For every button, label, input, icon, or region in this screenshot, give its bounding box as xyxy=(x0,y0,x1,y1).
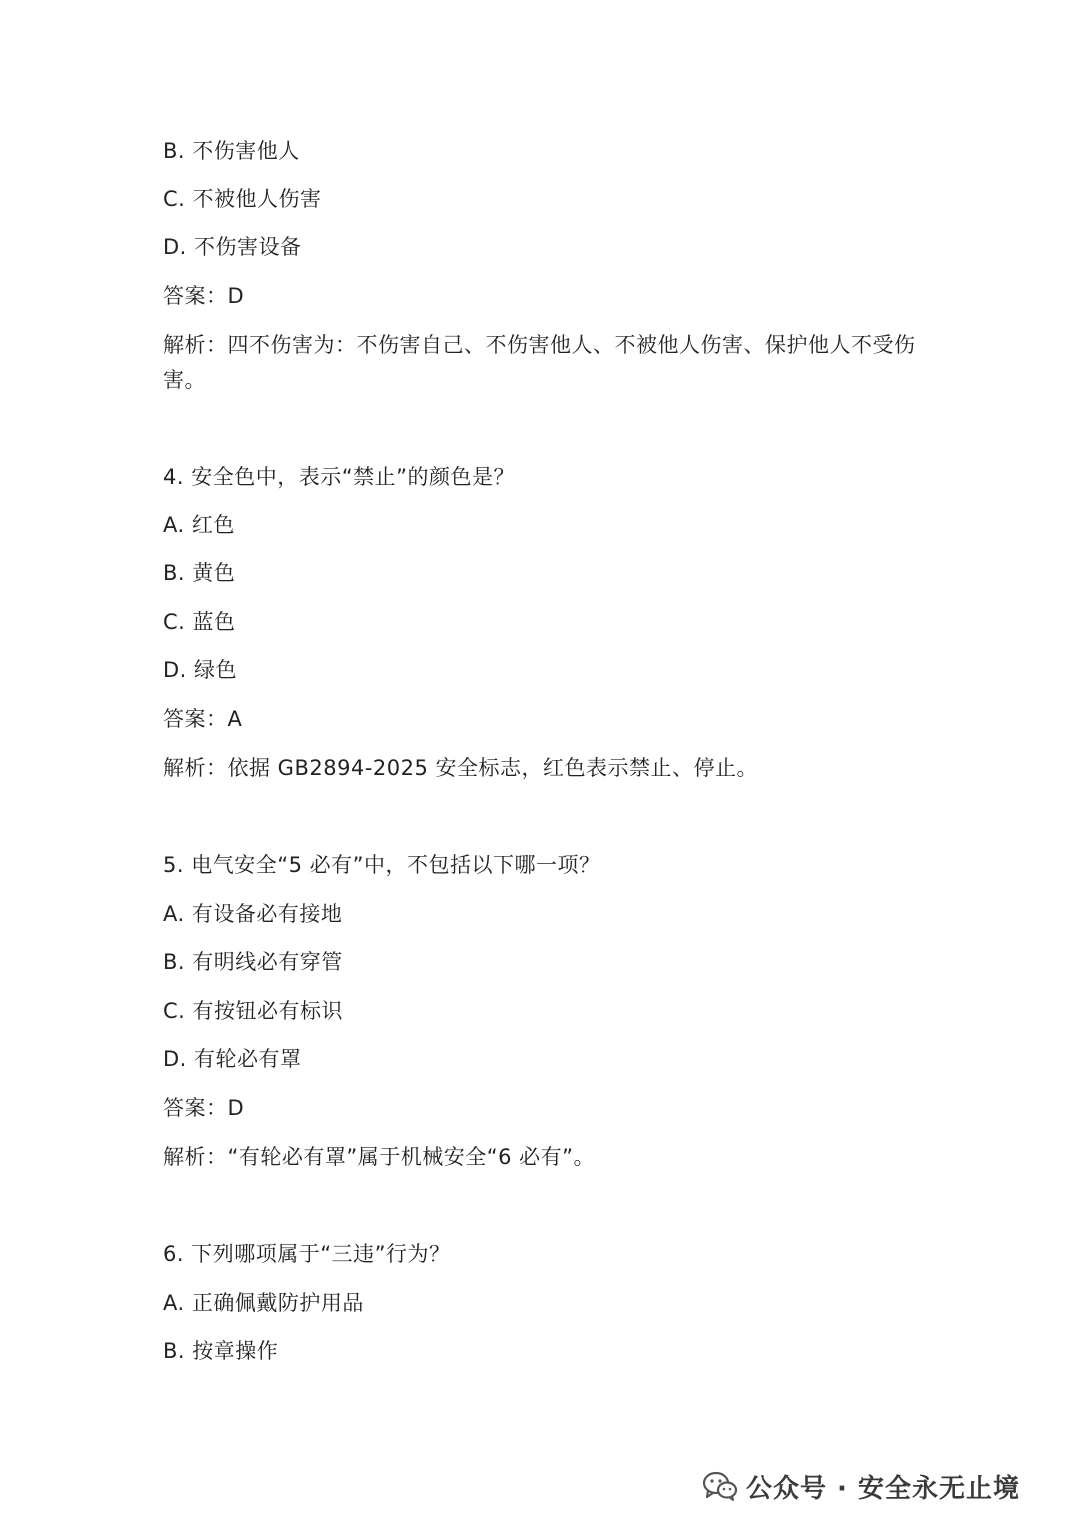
q4-question: 4. 安全色中，表示“禁止”的颜色是？ xyxy=(163,465,515,489)
q6-question: 6. 下列哪项属于“三违”行为？ xyxy=(163,1242,451,1266)
q3-option-c: C. 不被他人伤害 xyxy=(163,187,322,211)
q4-option-c: C. 蓝色 xyxy=(163,610,236,634)
watermark-text: 公众号 · 安全永无止境 xyxy=(746,1473,1020,1504)
q4-option-a: A. 红色 xyxy=(163,513,235,537)
q4-answer: 答案：A xyxy=(163,707,243,731)
q3-option-d: D. 不伤害设备 xyxy=(163,235,302,259)
q4-option-d: D. 绿色 xyxy=(163,658,238,682)
q5-analysis: 解析：“有轮必有罩”属于机械安全“6 必有”。 xyxy=(163,1145,596,1169)
q6-option-a: A. 正确佩戴防护用品 xyxy=(163,1291,364,1315)
watermark xyxy=(702,1466,1020,1506)
wechat-icon xyxy=(702,1471,738,1501)
q5-option-c: C. 有按钮必有标识 xyxy=(163,999,344,1023)
q5-question: 5. 电气安全“5 必有”中，不包括以下哪一项？ xyxy=(163,853,601,877)
q4-option-b: B. 黄色 xyxy=(163,561,236,585)
q5-option-a: A. 有设备必有接地 xyxy=(163,902,343,926)
q4-analysis: 解析：依据 GB2894-2025 安全标志，红色表示禁止、停止。 xyxy=(163,756,758,780)
q6-option-b: B. 按章操作 xyxy=(163,1339,279,1363)
q5-answer: 答案：D xyxy=(163,1096,245,1120)
q5-option-b: B. 有明线必有穿管 xyxy=(163,950,343,974)
q3-option-b: B. 不伤害他人 xyxy=(163,139,300,163)
q5-option-d: D. 有轮必有罩 xyxy=(163,1047,302,1071)
q3-analysis-line1: 解析：四不伤害为：不伤害自己、不伤害他人、不被他人伤害、保护他人不受伤 xyxy=(163,333,916,357)
q3-answer: 答案：D xyxy=(163,284,245,308)
q3-analysis-line2: 害。 xyxy=(163,368,206,392)
